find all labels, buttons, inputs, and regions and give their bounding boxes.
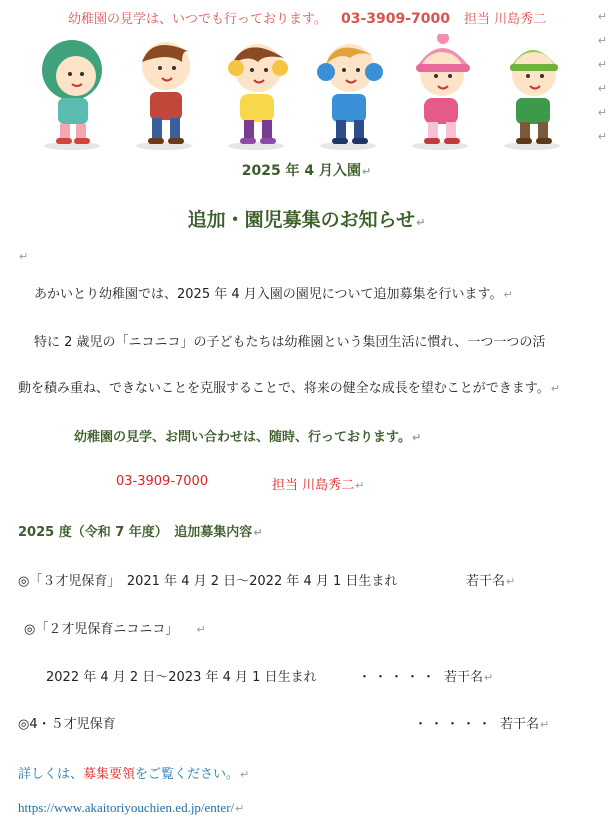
paragraph-mark: ↵ xyxy=(253,526,263,539)
paragraph-mark: ↵ xyxy=(597,58,607,71)
recruitment-item-quantity: 若干名 xyxy=(466,574,506,589)
child-pink-hat-icon xyxy=(412,34,470,150)
entry-date-title xyxy=(0,160,613,180)
child-earmuffs-icon xyxy=(317,44,383,150)
intro-paragraph xyxy=(34,283,513,302)
description-line-2-text: 動を積み重ね、できないことを克服することで、将来の健全な成長を望むことができます。 xyxy=(18,381,550,396)
page-title xyxy=(0,205,613,232)
recruitment-item-2yo-birthdate xyxy=(46,666,317,685)
recruitment-section-title-text: 2025 度（令和 7 年度） 追加募集内容 xyxy=(18,525,253,540)
recruitment-item-2yo-leader xyxy=(358,666,438,685)
recruitment-section-title xyxy=(18,521,263,540)
details-line xyxy=(18,763,249,782)
enrollment-url[interactable] xyxy=(18,800,244,816)
paragraph-mark: ↵ xyxy=(240,768,250,781)
recruitment-item-4-5yo-leader xyxy=(414,713,494,732)
recruitment-item-3yo xyxy=(18,570,397,589)
details-suffix: をご覧ください。 xyxy=(135,767,240,782)
entry-date-text: 2025 年 4 月入園 xyxy=(241,163,362,179)
paragraph-mark: ↵ xyxy=(362,165,372,178)
paragraph-mark: ↵ xyxy=(416,216,426,229)
intro-text: あかいとり幼稚園では、2025 年 4 月入園の園児について追加募集を行います。 xyxy=(34,287,503,302)
leader-dots: ・・・・・ xyxy=(414,717,495,732)
application-guidelines-link[interactable]: 募集要領 xyxy=(83,767,136,782)
header-phone: 03-3909-7000 xyxy=(340,11,451,27)
visit-inquiry-line xyxy=(74,426,421,445)
description-line-1-text: 特に 2 歳児の「ニコニコ」の子どもたちは幼稚園という集団生活に慣れ、一つ一つの活 xyxy=(34,335,546,350)
child-yellow-jacket-icon xyxy=(228,44,288,150)
paragraph-mark: ↵ xyxy=(411,431,422,444)
paragraph-mark: ↵ xyxy=(19,250,29,263)
contact-phone-text: 03-3909-7000 xyxy=(116,474,209,489)
recruitment-item-detail: 2022 年 4 月 2 日～2023 年 4 月 1 日生まれ xyxy=(46,670,317,685)
visit-inquiry-text: 幼稚園の見学、お問い合わせは、随時、行っております。 xyxy=(74,430,411,445)
header-contact: 担当 川島秀二 xyxy=(464,12,547,27)
recruitment-item-2yo xyxy=(24,618,206,637)
contact-person-text: 担当 川島秀二 xyxy=(272,478,355,493)
paragraph-mark: ↵ xyxy=(597,106,607,119)
child-green-hat-icon xyxy=(42,40,102,150)
recruitment-item-4-5yo xyxy=(18,713,116,732)
paragraph-mark: ↵ xyxy=(597,10,607,23)
header-visit-note: 幼稚園の見学は、いつでも行っております。 xyxy=(68,12,327,27)
leader-dots: ・・・・・ xyxy=(358,670,439,685)
contact-person xyxy=(272,474,364,493)
description-line-2 xyxy=(18,377,560,396)
paragraph-mark: ↵ xyxy=(355,479,365,492)
paragraph-mark: ↵ xyxy=(196,623,206,636)
paragraph-mark: ↵ xyxy=(597,130,607,143)
paragraph-mark: ↵ xyxy=(550,382,560,395)
header-visit-line xyxy=(68,8,546,27)
recruitment-item-3yo-quantity xyxy=(466,570,515,589)
paragraph-mark: ↵ xyxy=(597,34,607,47)
children-illustration xyxy=(36,34,576,152)
recruitment-item-quantity: 若干名 xyxy=(444,670,484,685)
paragraph-mark: ↵ xyxy=(597,82,607,95)
child-brown-hair-icon xyxy=(136,42,192,150)
recruitment-item-label: ◎4・５才児保育 xyxy=(18,717,116,732)
page-title-text: 追加・園児募集のお知らせ xyxy=(187,209,416,231)
details-prefix: 詳しくは、 xyxy=(18,767,84,782)
child-green-cap-icon xyxy=(504,50,560,150)
paragraph-mark: ↵ xyxy=(503,288,513,301)
description-line-1 xyxy=(34,331,545,350)
enrollment-url-text[interactable]: https://www.akaitoriyouchien.ed.jp/enter/ xyxy=(18,800,235,815)
paragraph-mark: ↵ xyxy=(484,671,494,684)
recruitment-item-label: ◎「２才児保育ニコニコ」 xyxy=(24,622,179,637)
recruitment-item-quantity: 若干名 xyxy=(500,717,540,732)
paragraph-mark: ↵ xyxy=(506,575,516,588)
paragraph-mark: ↵ xyxy=(235,803,245,815)
recruitment-item-4-5yo-quantity xyxy=(500,713,549,732)
recruitment-item-2yo-quantity xyxy=(444,666,493,685)
paragraph-mark: ↵ xyxy=(540,718,550,731)
recruitment-item-label: ◎「３才児保育」 2021 年 4 月 2 日～2022 年 4 月 1 日生まれ xyxy=(18,574,398,589)
contact-phone xyxy=(116,474,208,489)
